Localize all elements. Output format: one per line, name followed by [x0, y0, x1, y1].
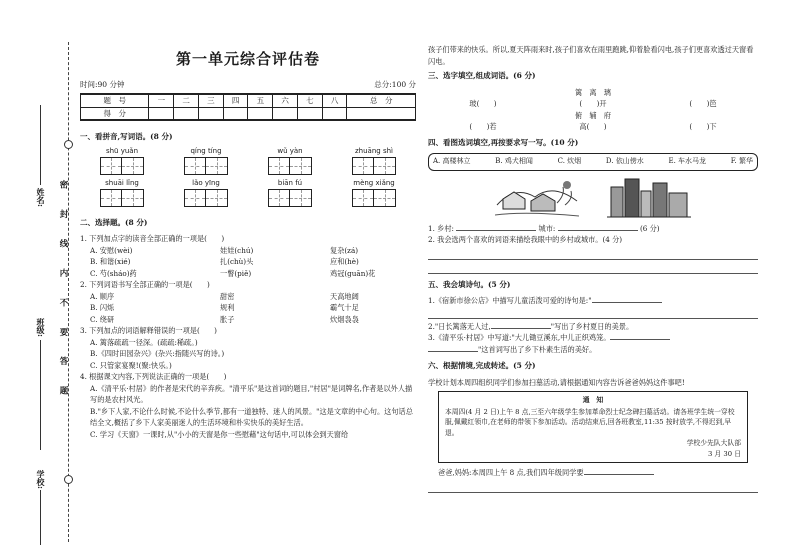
- answer-line[interactable]: [428, 481, 758, 493]
- pinyin-text: zhuāng shì: [355, 147, 393, 155]
- pinyin-item: [80, 147, 164, 175]
- exam-meta: [80, 79, 416, 90]
- score-row-label: 得 分: [81, 107, 149, 120]
- question-options: [80, 245, 416, 280]
- section-heading: [80, 131, 416, 142]
- phrase: B. 鸡犬相闻: [495, 157, 533, 165]
- option: A. 篱落疏疏一径深。(疏疏:稀疏。): [90, 337, 198, 347]
- option: A.《清平乐·村居》的作者是宋代的辛弃疾。"清平乐"是这首词的题目,"村居"是词牌名,作者是以外人描写的是农村风光。: [90, 383, 413, 404]
- seal-notice: 密 封 线 内 不 要 答 题: [58, 180, 68, 404]
- pinyin-item: [332, 147, 416, 175]
- notice-date: 3 月 30 日: [707, 449, 741, 458]
- question: [428, 321, 758, 333]
- option: 一瞥(piě): [220, 268, 252, 278]
- pinyin-text: qíng tíng: [190, 147, 222, 155]
- question-text: 1.《宿新市徐公店》中描写儿童活泼可爱的诗句是:": [428, 296, 592, 305]
- writing-boxes[interactable]: [248, 189, 332, 207]
- answer-line[interactable]: [558, 230, 638, 231]
- question: [428, 344, 758, 356]
- section-title: 五、我会填诗句。(5 分): [428, 279, 511, 289]
- score-table-row: [81, 107, 416, 120]
- option: 娃娃(chú): [220, 245, 254, 255]
- score-cell[interactable]: [322, 107, 347, 120]
- score-table: [80, 93, 416, 121]
- pinyin-text: mèng xiǎng: [353, 179, 395, 187]
- question: 2. 我会选两个喜欢的词语来描绘我眼中的乡村或城市。(4 分): [428, 235, 623, 244]
- section-heading: [428, 360, 758, 372]
- pinyin-text: wǔ yàn: [277, 147, 303, 155]
- option: B."乡下人家,不论什么时候,不论什么季节,都有一道独特、迷人的风景。"这是文章的中心句。这句话总结全文,概括了乡下人家美丽迷人的生活环境和朴实快乐的美好生活。: [90, 406, 413, 427]
- city-illustration: [607, 175, 691, 219]
- writing-boxes[interactable]: [80, 157, 164, 175]
- score-header-cell: 一: [149, 94, 174, 107]
- score-cell[interactable]: [174, 107, 199, 120]
- char-choices: 俯 辅 府: [575, 110, 611, 120]
- writing-boxes[interactable]: [248, 157, 332, 175]
- section-heading: [80, 217, 416, 228]
- illustrations: [428, 175, 758, 219]
- score-cell[interactable]: [273, 107, 298, 120]
- question: 2. 下列词语书写全部正确的一项是( ): [80, 280, 210, 289]
- question: [428, 223, 758, 235]
- option: 复杂(zá): [330, 245, 359, 255]
- phrase: D. 依山傍水: [605, 157, 644, 165]
- score-header-cell: 八: [322, 94, 347, 107]
- score-header-cell: 六: [273, 94, 298, 107]
- answer-line[interactable]: [428, 351, 478, 352]
- option: C. 绕研: [90, 314, 115, 324]
- section-title: 六、根据情境,完成转述。(5 分): [428, 361, 536, 370]
- phrase: A. 高楼林立: [433, 157, 471, 165]
- score-cell[interactable]: [149, 107, 174, 120]
- option: A. 顺序: [90, 291, 115, 301]
- phrase-bank: [428, 153, 758, 171]
- option: 规利: [220, 303, 235, 312]
- pinyin-item: [164, 179, 248, 207]
- pinyin-text: biān fú: [277, 179, 303, 187]
- total-score: 总分:100 分: [374, 80, 416, 89]
- score-header-cell: 题 号: [81, 94, 149, 107]
- section-title: 二、选择题。(8 分): [80, 218, 148, 227]
- option: C. 学习《天窗》一课时,从"小小的天窗是你一些慰藉"这句话中,可以体会到天窗给: [90, 429, 349, 439]
- question-label: 城市:: [538, 223, 556, 233]
- option: 炊烟袅袅: [330, 314, 359, 324]
- score-header-cell: 五: [248, 94, 273, 107]
- phrase: F. 繁华: [730, 157, 753, 165]
- question-options: [80, 291, 416, 326]
- question: 3. 下列加点的词语解释错误的一项是( ): [80, 326, 217, 335]
- pinyin-item: [332, 179, 416, 207]
- phrase: E. 车水马龙: [668, 157, 707, 165]
- question-text: "这首词写出了乡下朴素生活的美好。: [478, 344, 597, 354]
- binding-hole: [64, 475, 73, 484]
- time-limit: 时间:90 分钟: [80, 80, 125, 89]
- section-title: 三、选字填空,组成词语。(6 分): [428, 71, 536, 80]
- option: 扎(chù)头: [220, 257, 254, 266]
- score-cell[interactable]: [198, 107, 223, 120]
- pinyin-text: shuāi lǐng: [105, 179, 139, 187]
- question: [428, 332, 758, 344]
- pinyin-item: [248, 147, 332, 175]
- section-heading: [428, 279, 758, 291]
- right-column: [428, 44, 758, 493]
- option: C. 芍(sháo)药: [90, 268, 137, 278]
- question: 4. 根据课文内容,下列说法正确的一项是( ): [80, 372, 227, 381]
- answer-line[interactable]: [584, 474, 654, 475]
- question: 1. 下列加点字的读音全部正确的一项是( ): [80, 234, 225, 243]
- answer-line[interactable]: [610, 339, 670, 340]
- option: 霸气十足: [330, 303, 359, 312]
- village-illustration: [495, 175, 579, 219]
- pinyin-item: [80, 179, 164, 207]
- score-table-header: [81, 94, 416, 107]
- answer-line[interactable]: [456, 230, 536, 231]
- notice-signature: 学校少先队大队部: [686, 439, 741, 447]
- binding-margin: [0, 0, 78, 552]
- question-text: 3.《清平乐·村居》中写道:"大儿锄豆溪东,中儿正织鸡笼。: [428, 333, 611, 342]
- writing-boxes[interactable]: [332, 157, 416, 175]
- option: 甜密: [220, 291, 235, 301]
- name-label: 姓名:: [36, 188, 46, 207]
- binding-hole: [64, 140, 73, 149]
- answer-line[interactable]: [428, 262, 758, 274]
- pinyin-item: [164, 147, 248, 175]
- section-title: 四、看图选词填空,再按要求写一写。(10 分): [428, 137, 579, 147]
- phrase: C. 炊烟: [557, 157, 582, 165]
- question-text: "写出了乡村夏日的美景。: [550, 321, 634, 331]
- writing-boxes[interactable]: [332, 189, 416, 207]
- score-cell[interactable]: [223, 107, 248, 120]
- option: B. 和谐(xié): [90, 257, 131, 266]
- option: 应和(hè): [330, 257, 359, 266]
- question-label: 1. 乡村:: [428, 223, 454, 233]
- pinyin-text: lǎo yīng: [192, 179, 220, 187]
- option: C. 只管家宴聚!(聚:快乐。): [90, 360, 172, 370]
- question: [428, 295, 758, 307]
- char-choices: 篱 离 璃: [575, 87, 611, 97]
- question-score: (6 分): [639, 223, 660, 233]
- notice-body: 本周四(4 月 2 日)上午 8 点,三至六年级学生参加革命烈士纪念碑扫墓活动。请各班学生统一穿校服,佩戴红领巾,在老师的带领下参加活动。活动结束后,回各班教室,11:35 按时放学,不得迟到,早退。: [445, 407, 735, 437]
- answer-line[interactable]: [428, 248, 758, 260]
- fill-blank[interactable]: 玻( ): [469, 99, 497, 108]
- pinyin-item: [248, 179, 332, 207]
- option: B.《四时田园杂兴》(杂兴:指随兴写的诗。): [90, 349, 225, 358]
- fill-group: [428, 121, 758, 133]
- pinyin-text: shū yuǎn: [105, 147, 139, 155]
- section-title: 一、看拼音,写词语。(8 分): [80, 132, 173, 141]
- notice-box: [438, 391, 748, 463]
- answer-line[interactable]: [428, 307, 758, 319]
- page-title: 第一单元综合评估卷: [175, 50, 320, 68]
- writing-boxes[interactable]: [164, 189, 248, 207]
- notice-title: 通 知: [582, 396, 604, 404]
- writing-boxes[interactable]: [80, 189, 164, 207]
- answer-line[interactable]: [592, 302, 662, 303]
- score-header-cell: 二: [174, 94, 199, 107]
- score-cell[interactable]: [297, 107, 322, 120]
- name-field-line: [40, 105, 41, 185]
- pinyin-grid: [80, 147, 416, 207]
- section-heading: [428, 137, 758, 149]
- continued-text: 孩子们带来的快乐。所以,夏天阵雨来时,孩子们喜欢在雨里跑跳,仰着脸看闪电,孩子们更喜欢透过天窗看闪电。: [428, 45, 754, 66]
- section-heading: [428, 70, 758, 82]
- writing-boxes[interactable]: [164, 157, 248, 175]
- question: 学校计划本周四组织同学们参加扫墓活动,请根据通知内容告诉爸爸妈妈这件事吧!: [428, 377, 685, 387]
- option: B. 闪烁: [90, 303, 115, 312]
- fill-group: [428, 98, 758, 110]
- option: A. 安慰(wèi): [90, 245, 133, 255]
- fill-blank[interactable]: 高( ): [579, 122, 607, 131]
- score-cell[interactable]: [347, 107, 416, 120]
- school-label: 学校:: [36, 470, 46, 489]
- score-header-cell: 三: [198, 94, 223, 107]
- school-field-line: [40, 490, 41, 545]
- option: 胀子: [220, 314, 235, 324]
- score-header-cell: 四: [223, 94, 248, 107]
- class-field-line: [40, 340, 41, 450]
- reply-text: 爸爸,妈妈:本周四上午 8 点,我们四年级同学要: [438, 468, 584, 477]
- option: 天高地阔: [330, 291, 359, 301]
- score-header-cell: 总 分: [347, 94, 416, 107]
- score-cell[interactable]: [248, 107, 273, 120]
- option: 鸡冠(guān)花: [330, 268, 376, 278]
- fill-blank[interactable]: ( )笆: [689, 99, 717, 108]
- fill-blank[interactable]: ( )下: [689, 122, 717, 131]
- fill-blank[interactable]: ( )开: [579, 99, 607, 108]
- answer-line[interactable]: [491, 328, 551, 329]
- left-column: [80, 48, 416, 440]
- question: [428, 467, 758, 479]
- fill-blank[interactable]: ( )若: [469, 122, 497, 131]
- class-label: 班级:: [36, 318, 46, 337]
- question-text: 2."日长篱落无人过,: [428, 321, 491, 331]
- score-header-cell: 七: [297, 94, 322, 107]
